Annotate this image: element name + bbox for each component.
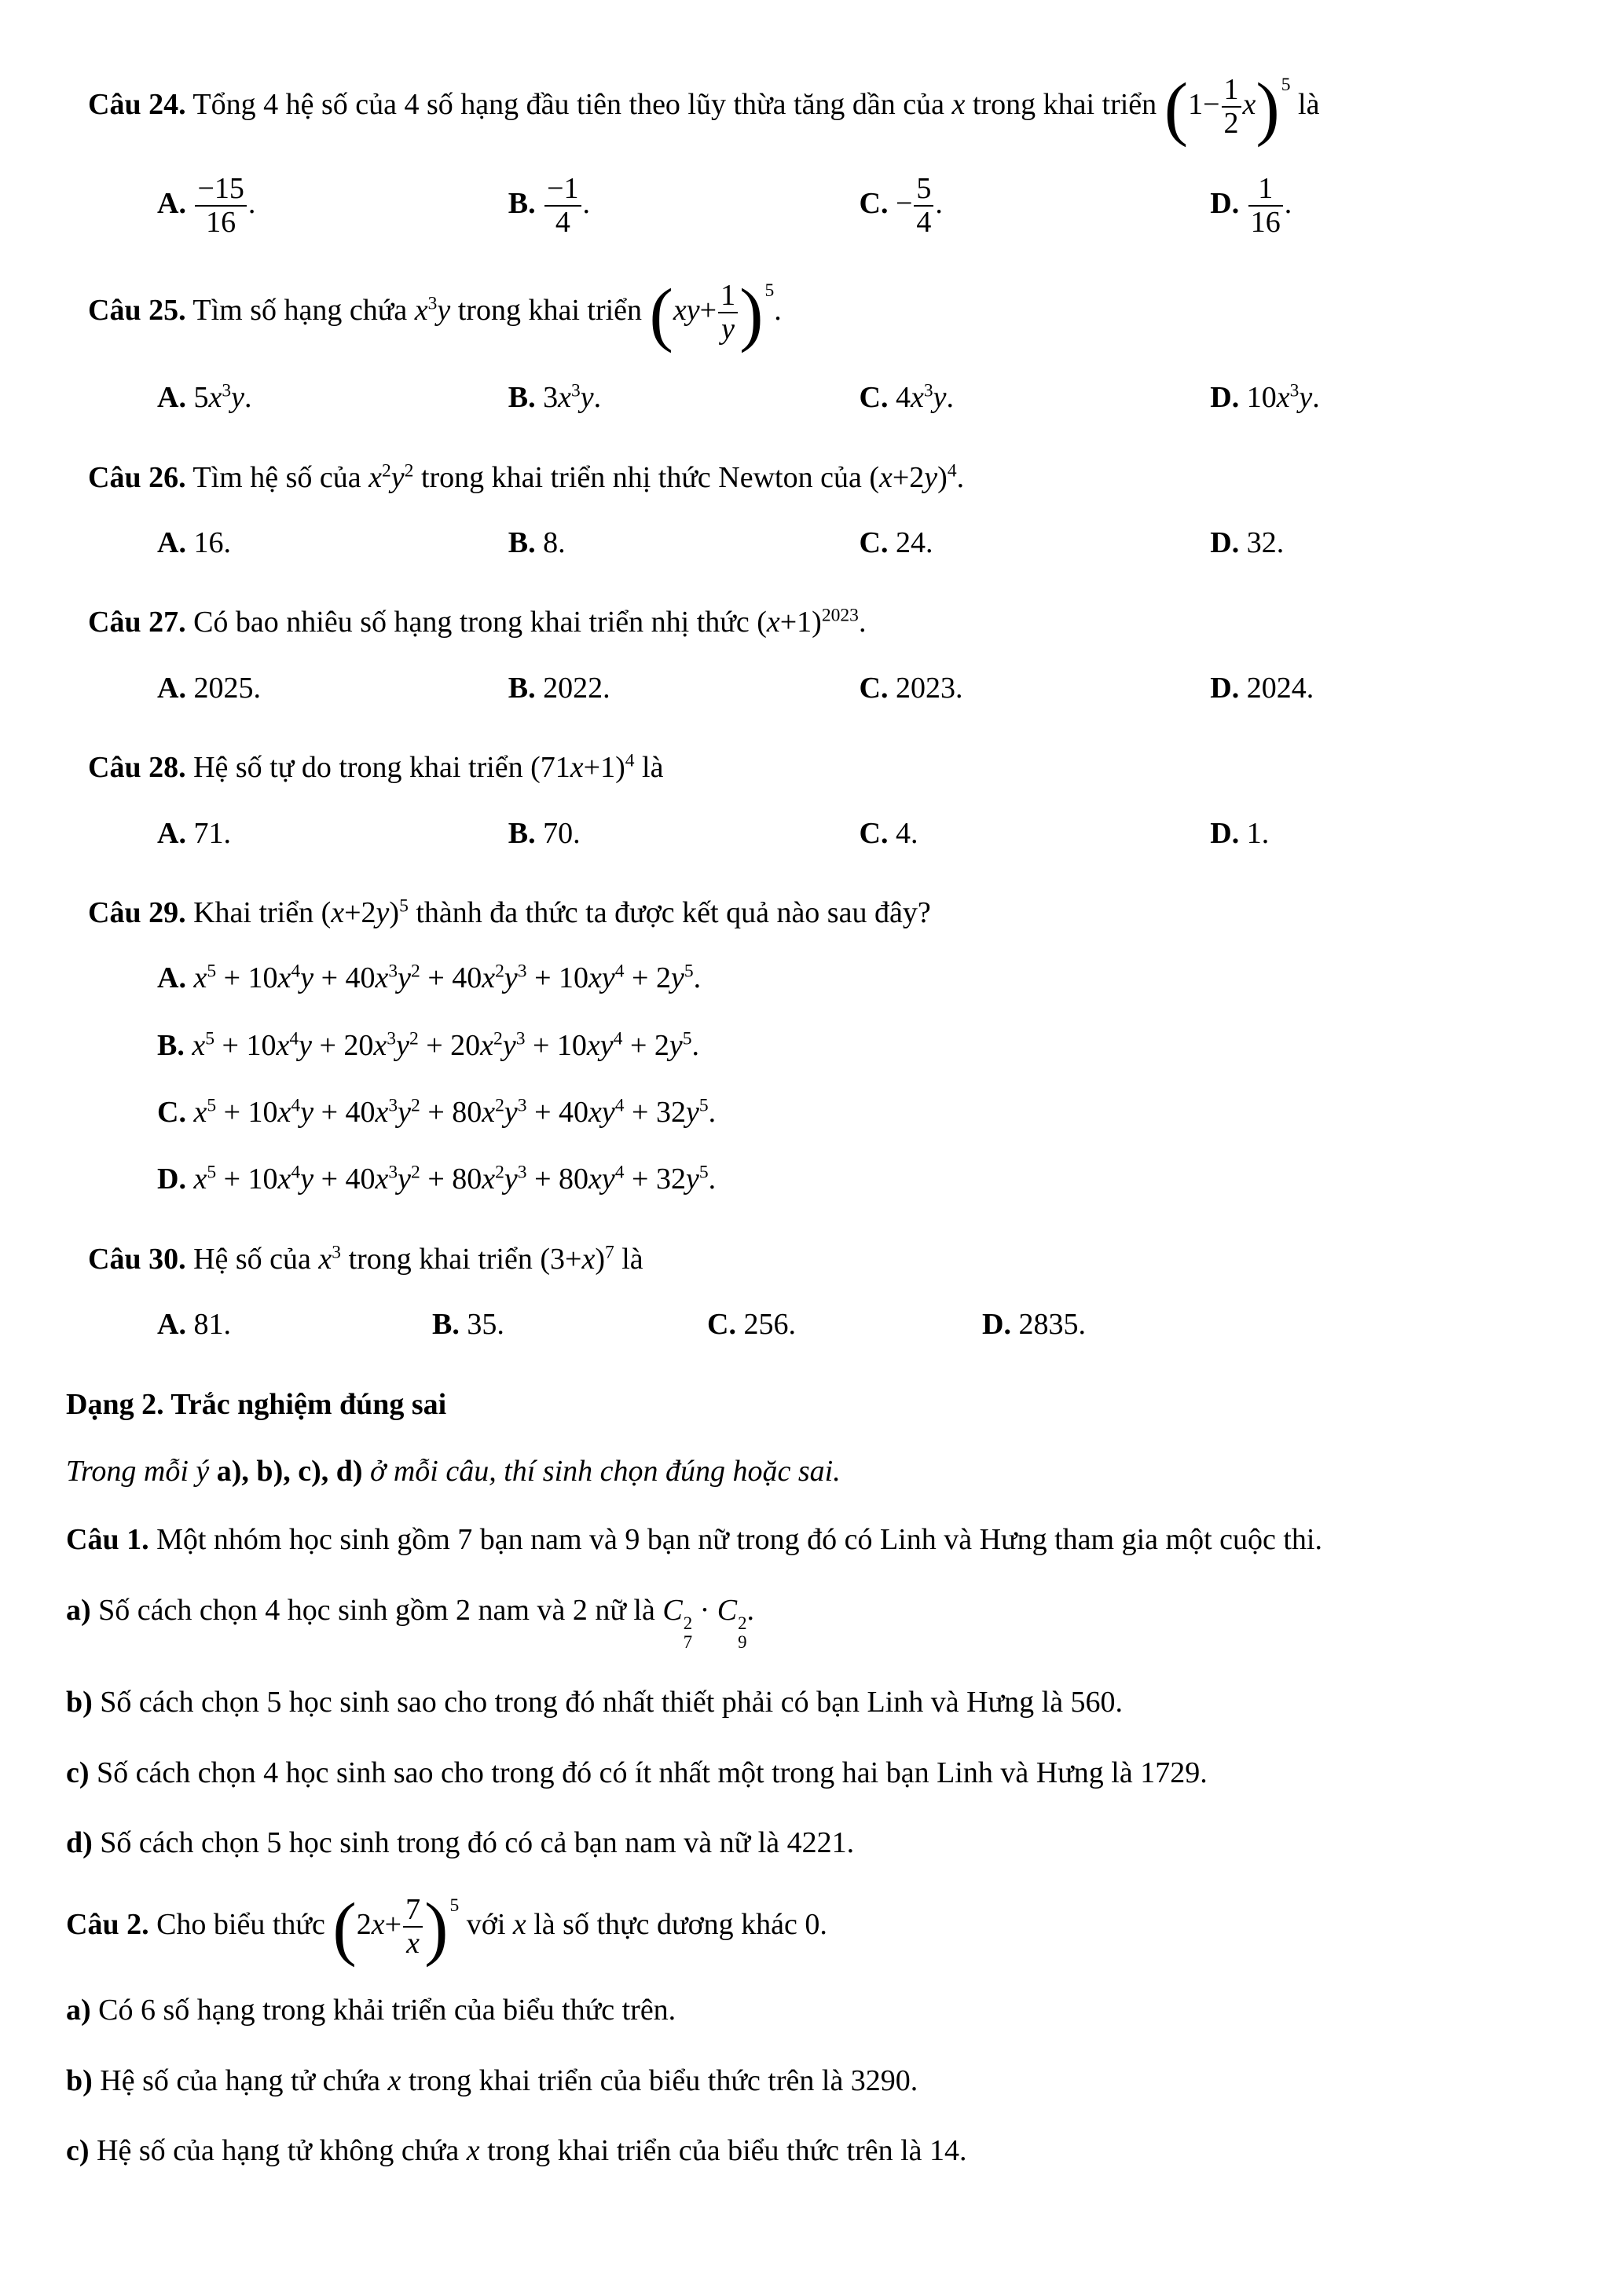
option-a [157,815,508,853]
option-label: B. [432,1308,460,1342]
option-value: 4. [895,816,918,850]
item-text: Có 6 số hạng trong khải triển của biểu thức trên. [98,1994,676,2027]
option-value: $3x^3y$. [543,380,602,415]
question-text: Hệ số tự do trong khai triển $(71x+1)^4$ là [193,750,664,785]
option-label: A. [157,525,186,559]
option-c [860,379,1211,417]
option-b [508,173,860,239]
item-c [66,2132,1561,2170]
option-value: 35. [467,1308,504,1342]
question-text: Hệ số của $x^3$ trong khai triển $(3+x)^7$ là [193,1242,643,1276]
options-row [157,815,1561,853]
option-label: D. [1210,671,1240,705]
question-28 [66,749,1561,853]
ts-question-2 [66,1888,1561,2170]
question-text: Có bao nhiêu số hạng trong khai triển nhị thức $(x+1)^{2023}$. [193,605,867,639]
option-label: D. [1210,525,1240,559]
option-label: A. [157,671,186,705]
option-label: A. [157,961,186,995]
option-label: D. [157,1163,186,1196]
options-row [157,524,1561,562]
option-d [1210,815,1561,853]
options-stack [157,959,1561,1199]
option-c [860,524,1211,562]
options-row [157,669,1561,708]
item-label: c) [66,2134,90,2168]
option-b [157,1027,1561,1065]
option-a [157,173,508,239]
question-label: Câu 28. [88,751,186,785]
question-label: Câu 29. [88,895,186,929]
item-c [66,1754,1561,1792]
option-value: 1. [1246,816,1270,850]
option-c [157,1093,1561,1132]
question-29 [66,894,1561,1199]
options-row [157,379,1561,417]
option-d [1210,173,1561,239]
option-d [1210,669,1561,708]
option-d [1210,524,1561,562]
option-b [508,379,860,417]
option-a [157,1305,432,1344]
option-label: C. [859,186,889,220]
question-26 [66,459,1561,563]
option-label: A. [157,1308,186,1342]
item-label: d) [66,1825,93,1859]
option-b [508,815,860,853]
item-text: Hệ số của hạng tử chứa x trong khai triển của biểu thức trên là 3290. [100,2063,918,2097]
question-text: Tìm hệ số của $x^2y^2$ trong khai triển nhị thức Newton của $(x+2y)^4$. [192,460,965,494]
item-text: Số cách chọn 5 học sinh trong đó có cả bạn nam và nữ là 4221. [100,1825,855,1859]
option-value: $4x^3y$. [895,380,954,415]
item-text: Số cách chọn 5 học sinh sao cho trong đó nhất thiết phải có bạn Linh và Hưng là 560. [100,1686,1124,1719]
option-value: $10x^3y$. [1246,380,1320,415]
option-value: $x^5 + 10x^4y + 40x^3y^2 + 40x^2y^3 + 10xy^4 + 2y^5$. [193,961,702,995]
option-label: C. [707,1308,736,1342]
question-24 [66,68,1561,240]
option-value: − $\frac{5}{4}$ . [895,172,943,240]
option-value: $x^5 + 10x^4y + 20x^3y^2 + 20x^2y^3 + 10xy^4 + 2y^5$. [192,1028,700,1062]
option-value: 2023. [895,671,963,705]
item-b [66,2062,1561,2100]
option-label: B. [508,671,536,705]
option-value: $\frac{-1}{4}$ . [543,187,590,220]
option-d [982,1305,1561,1344]
option-value: 71. [193,816,231,850]
option-value: 32. [1246,525,1285,559]
item-label: b) [66,1686,93,1719]
option-value: $\frac{-15}{16}$ . [193,187,255,220]
option-c [860,669,1211,708]
item-label: a) [66,1994,91,2027]
option-value: 2024. [1246,671,1314,705]
item-text: Hệ số của hạng tử không chứa x trong khai triển của biểu thức trên là 14. [97,2134,967,2168]
option-value: 81. [193,1308,231,1342]
item-text: Số cách chọn 4 học sinh gồm 2 nam và 2 nữ là C 2 7 · C 2 9 . [98,1593,755,1653]
question-label: Câu 26. [88,460,186,494]
question-label: Câu 2. [66,1908,149,1942]
option-value: $5x^3y$. [193,380,252,415]
question-text: Tổng 4 hệ số của 4 số hạng đầu tiên theo lũy thừa tăng dần của x trong khai triển (1− $\frac{1}{2}$ x)$^5$ là [192,68,1320,148]
question-27 [66,603,1561,708]
option-label: C. [859,671,889,705]
option-d [157,1160,1561,1199]
question-text: Cho biểu thức (2x+ $\frac{7}{x}$ )$^5$ với x là số thực dương khác 0. [156,1888,827,1968]
option-a [157,669,508,708]
option-label: D. [1210,381,1240,415]
option-a [157,379,508,417]
question-30 [66,1240,1561,1345]
option-d [1210,379,1561,417]
item-label: a) [66,1593,91,1627]
item-text: Số cách chọn 4 học sinh sao cho trong đó có ít nhất một trong hai bạn Linh và Hưng là 1729. [97,1756,1208,1789]
option-label: C. [859,525,889,559]
section-instruction: Trong mỗi ý a), b), c), d) ở mỗi câu, thí sinh chọn đúng hoặc sai. [66,1455,841,1489]
item-a [66,1591,1561,1652]
option-value: $x^5 + 10x^4y + 40x^3y^2 + 80x^2y^3 + 40xy^4 + 32y^5$. [193,1095,717,1130]
options-row [157,173,1561,239]
option-value: 2025. [193,671,261,705]
option-label: A. [157,186,186,220]
option-c [860,815,1211,853]
section-heading: Dạng 2. Trắc nghiệm đúng sai [66,1387,447,1421]
option-value: 8. [543,525,566,559]
question-label: Câu 25. [88,293,186,327]
option-label: B. [157,1028,185,1062]
option-c [707,1305,982,1344]
item-d [66,1824,1561,1862]
option-label: B. [508,525,536,559]
question-25 [66,273,1561,417]
question-label: Câu 30. [88,1242,186,1276]
ts-question-1 [66,1521,1561,1862]
option-label: A. [157,816,186,850]
option-value: 256. [743,1308,796,1342]
option-label: D. [982,1308,1011,1342]
question-text: Khai triển $(x+2y)^5$ thành đa thức ta được kết quả nào sau đây? [193,895,931,929]
option-value: 24. [895,525,933,559]
option-value: 2022. [543,671,610,705]
option-b [432,1305,707,1344]
option-value: $\frac{1}{16}$ . [1247,187,1292,220]
option-value: $x^5 + 10x^4y + 40x^3y^2 + 80x^2y^3 + 80xy^4 + 32y^5$. [193,1162,717,1196]
question-label: Câu 1. [66,1523,149,1557]
option-label: B. [508,381,536,415]
item-a [66,1991,1561,2030]
option-value: 2835. [1018,1308,1086,1342]
option-label: A. [157,381,186,415]
option-label: D. [1210,816,1240,850]
option-label: C. [859,381,889,415]
option-label: D. [1210,186,1240,220]
option-value: 70. [543,816,581,850]
item-label: c) [66,1756,90,1789]
option-label: C. [157,1096,186,1130]
question-label: Câu 27. [88,606,186,639]
item-b [66,1683,1561,1722]
question-label: Câu 24. [88,87,186,121]
question-text: Tìm số hạng chứa $x^3y$ trong khai triển (xy+ $\frac{1}{y}$ )$^5$. [192,273,782,353]
option-a [157,959,1561,998]
option-a [157,524,508,562]
question-text: Một nhóm học sinh gồm 7 bạn nam và 9 bạn nữ trong đó có Linh và Hưng tham gia một cuộc thi. [156,1523,1322,1557]
option-value: 16. [193,525,231,559]
option-label: C. [859,816,889,850]
options-row [157,1305,1561,1344]
option-b [508,524,860,562]
option-c [860,173,1211,239]
item-label: b) [66,2063,93,2097]
option-label: B. [508,186,536,220]
option-b [508,669,860,708]
option-label: B. [508,816,536,850]
